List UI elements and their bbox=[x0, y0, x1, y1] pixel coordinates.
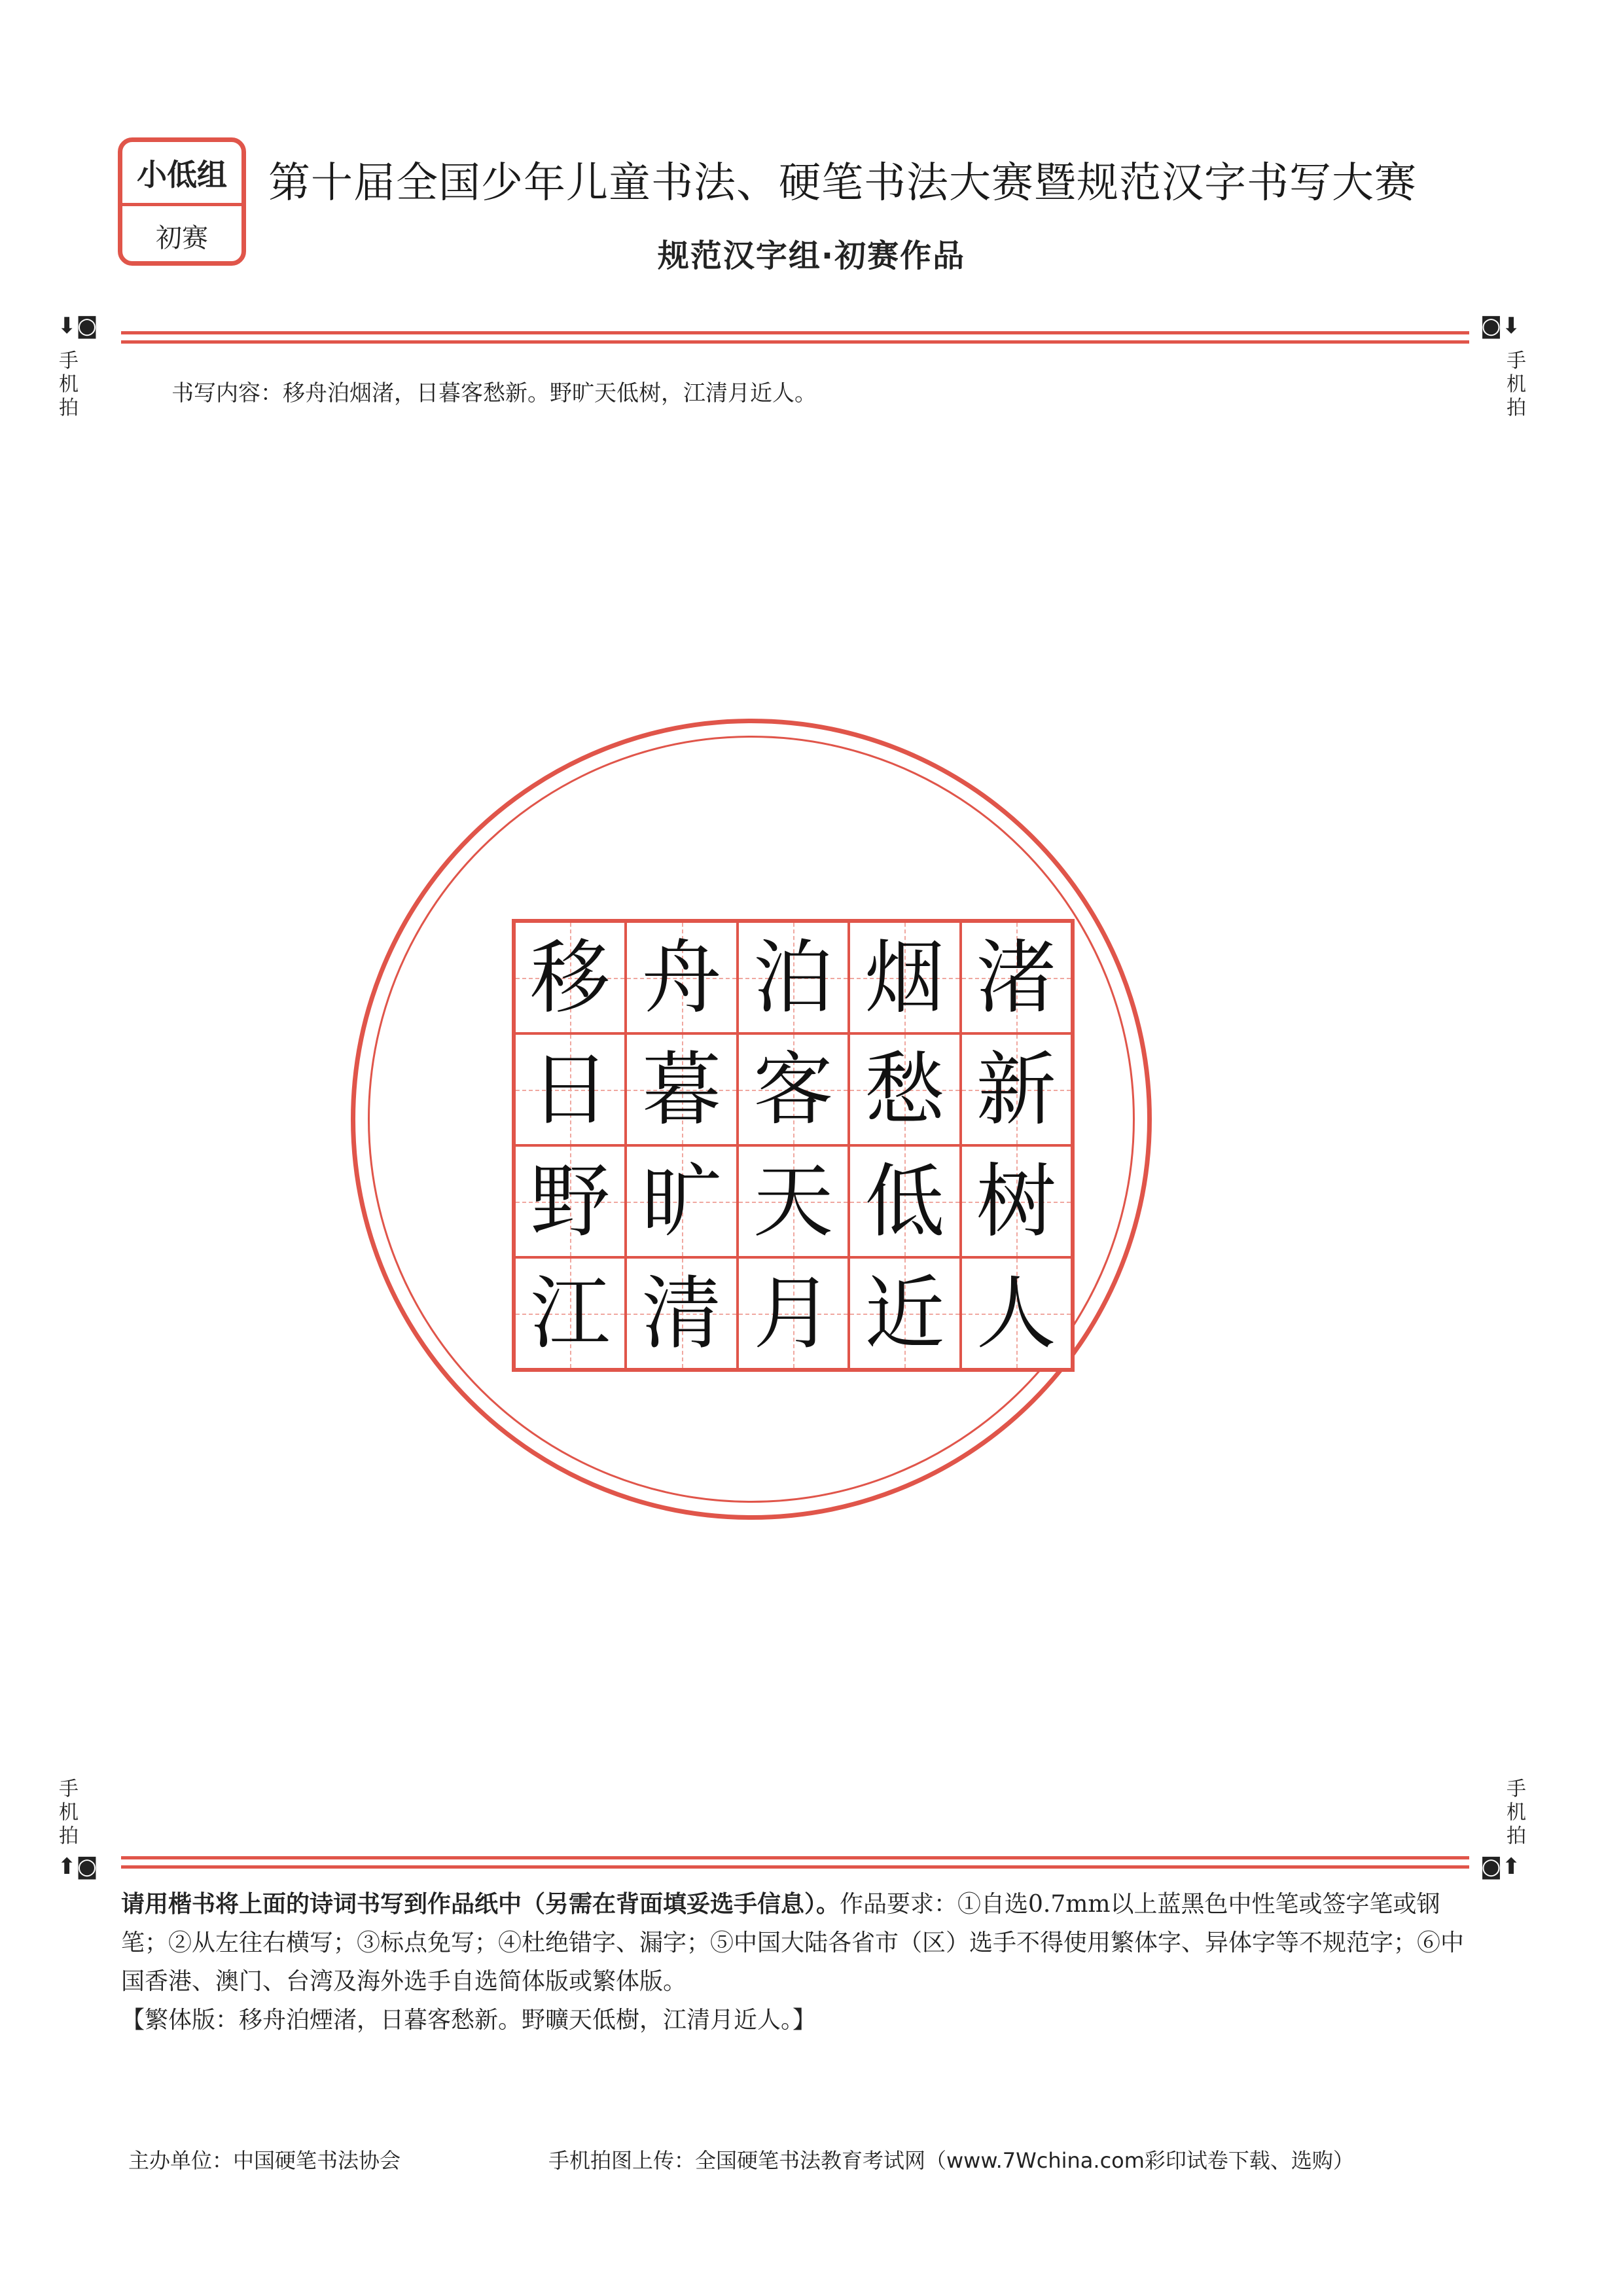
grid-cell bbox=[961, 922, 1072, 1033]
writing-content: 书写内容：移舟泊烟渚，日暮客愁新。野旷天低树，江清月近人。 bbox=[171, 380, 817, 406]
group-name: 小低组 bbox=[122, 142, 241, 206]
grid-char: 野 bbox=[530, 1155, 611, 1248]
grid-cell bbox=[961, 1145, 1072, 1257]
grid-cell bbox=[514, 1033, 626, 1145]
grid-char: 渚 bbox=[976, 931, 1056, 1024]
grid-cell bbox=[626, 1033, 737, 1145]
grid-char: 烟 bbox=[865, 931, 945, 1024]
grid-char: 暮 bbox=[641, 1043, 722, 1136]
stage-name: 初赛 bbox=[156, 223, 208, 253]
grid-cell bbox=[514, 922, 626, 1033]
grid-cell bbox=[961, 1033, 1072, 1145]
camera-icon: ⬆◙ bbox=[58, 1854, 98, 1880]
page-subtitle: 规范汉字组·初赛作品 bbox=[657, 238, 966, 274]
grid-char: 移 bbox=[530, 931, 611, 1024]
side-label-bottom-left: 手机拍 bbox=[59, 1778, 79, 1848]
grid-char: 愁 bbox=[865, 1043, 945, 1136]
bottom-rule-lower bbox=[121, 1865, 1469, 1869]
grid-char: 树 bbox=[976, 1155, 1056, 1248]
instructions-requirements: 作品要求：①自选0.7mm以上蓝黑色中性笔或签字笔或钢笔；②从左往右横写；③标点免写；④杜绝错字、漏字；⑤中国大陆各省市（区）选手不得使用繁体字、异体字等不规范字；⑥中国香港、澳门、台湾及海外选手自选简体版或繁体版。 bbox=[121, 1891, 1465, 1995]
grid-cell bbox=[738, 922, 849, 1033]
grid-char: 旷 bbox=[641, 1155, 722, 1248]
traditional-version-note: 【繁体版：移舟泊煙渚，日暮客愁新。野曠天低樹，江清月近人。】 bbox=[121, 2007, 817, 2034]
grid-cell bbox=[626, 1257, 737, 1369]
camera-icon: ⬇◙ bbox=[58, 313, 98, 339]
grid-char: 江 bbox=[530, 1266, 611, 1360]
grid-char: 日 bbox=[530, 1043, 611, 1136]
grid-char: 泊 bbox=[753, 931, 833, 1024]
bottom-rule-upper bbox=[121, 1856, 1469, 1859]
grid-cell bbox=[738, 1145, 849, 1257]
grid-cell bbox=[849, 1033, 960, 1145]
grid-cell bbox=[961, 1257, 1072, 1369]
grid-char: 客 bbox=[753, 1043, 833, 1136]
grid-char: 人 bbox=[976, 1266, 1056, 1360]
grid-char: 近 bbox=[865, 1266, 945, 1360]
grid-cell bbox=[514, 1257, 626, 1369]
grid-char: 月 bbox=[753, 1266, 833, 1360]
camera-icon: ◙⬆ bbox=[1480, 1854, 1521, 1880]
instructions bbox=[121, 1885, 1469, 2039]
camera-icon: ◙⬇ bbox=[1480, 313, 1521, 339]
grid-cell bbox=[849, 1145, 960, 1257]
top-rule-lower bbox=[121, 340, 1469, 344]
grid-cell bbox=[849, 1257, 960, 1369]
grid-cell bbox=[849, 922, 960, 1033]
grid-char: 低 bbox=[865, 1155, 945, 1248]
top-rule-upper bbox=[121, 331, 1469, 334]
upload-note: 手机拍图上传：全国硬笔书法教育考试网（www.7Wchina.com彩印试卷下载、选购） bbox=[548, 2148, 1354, 2173]
grid-char: 新 bbox=[976, 1043, 1056, 1136]
grid-cell bbox=[626, 1145, 737, 1257]
grid-char: 天 bbox=[753, 1155, 833, 1248]
instructions-lead: 请用楷书将上面的诗词书写到作品纸中（另需在背面填妥选手信息）。 bbox=[121, 1890, 840, 1918]
page-title: 第十届全国少年儿童书法、硬笔书法大赛暨规范汉字书写大赛 bbox=[268, 159, 1417, 207]
character-grid bbox=[512, 919, 1075, 1372]
grid-cell bbox=[738, 1257, 849, 1369]
grid-cell bbox=[626, 922, 737, 1033]
grid-cell bbox=[514, 1145, 626, 1257]
grid-char: 舟 bbox=[641, 931, 722, 1024]
side-label-top-left: 手机拍 bbox=[59, 350, 79, 420]
organizer: 主办单位：中国硬笔书法协会 bbox=[128, 2148, 401, 2173]
side-label-top-right: 手机拍 bbox=[1507, 350, 1526, 420]
grid-cell bbox=[738, 1033, 849, 1145]
grid-char: 清 bbox=[641, 1266, 722, 1360]
side-label-bottom-right: 手机拍 bbox=[1507, 1778, 1526, 1848]
